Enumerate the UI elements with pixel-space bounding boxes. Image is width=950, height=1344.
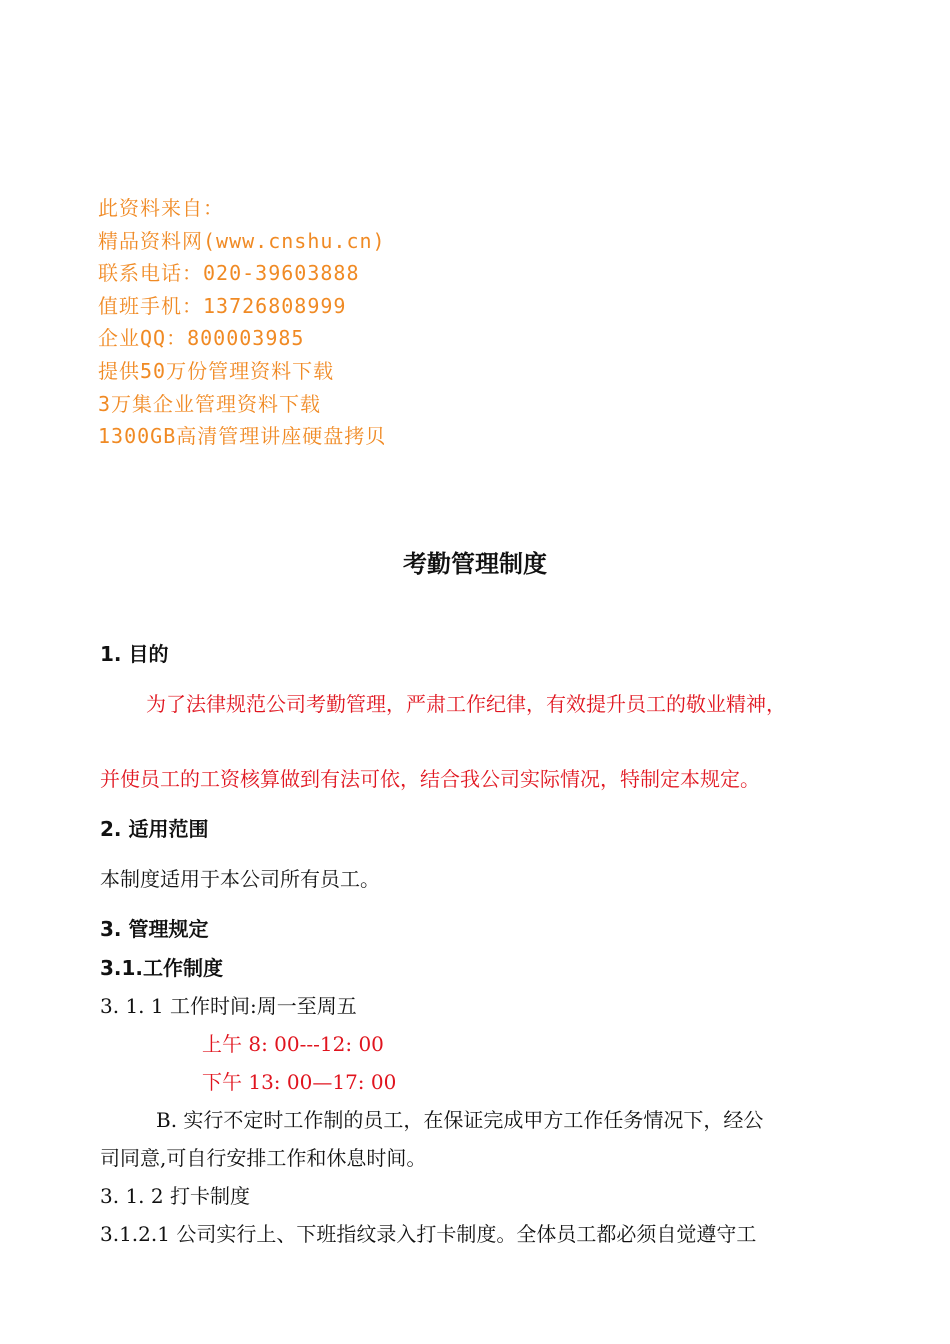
flexible-work-line-1: B. 实行不定时工作制的员工，在保证完成甲方工作任务情况下，经公 bbox=[156, 1108, 764, 1132]
section-2-heading: 2. 适用范围 bbox=[100, 817, 209, 841]
section-1-heading: 1. 目的 bbox=[100, 642, 169, 666]
website-line: 精品资料网(www.cnshu.cn) bbox=[98, 228, 386, 253]
morning-hours: 上午 8: 00---12: 00 bbox=[202, 1032, 384, 1056]
qq-line: 企业QQ：800003985 bbox=[98, 326, 305, 351]
document-title: 考勤管理制度 bbox=[403, 550, 547, 578]
clock-in-heading: 3. 1. 2 打卡制度 bbox=[100, 1184, 250, 1208]
phone-line: 联系电话：020-39603888 bbox=[98, 261, 360, 286]
purpose-paragraph-line-2: 并使员工的工资核算做到有法可依，结合我公司实际情况，特制定本规定。 bbox=[100, 767, 760, 791]
purpose-paragraph-line-1: 为了法律规范公司考勤管理，严肃工作纪律，有效提升员工的敬业精神， bbox=[146, 692, 786, 716]
offer-line-2: 3万集企业管理资料下载 bbox=[98, 391, 322, 416]
work-hours-line: 3. 1. 1 工作时间:周一至周五 bbox=[100, 994, 357, 1018]
afternoon-hours: 下午 13: 00—17: 00 bbox=[202, 1070, 397, 1094]
offer-line-1: 提供50万份管理资料下载 bbox=[98, 358, 335, 383]
clock-in-rule-line: 3.1.2.1 公司实行上、下班指纹录入打卡制度。全体员工都必须自觉遵守工 bbox=[100, 1222, 757, 1246]
flexible-work-line-2: 司同意,可自行安排工作和休息时间。 bbox=[100, 1146, 427, 1170]
scope-text: 本制度适用于本公司所有员工。 bbox=[100, 867, 380, 891]
source-info-block bbox=[98, 192, 386, 453]
mobile-line: 值班手机：13726808999 bbox=[98, 293, 347, 318]
section-3-1-heading: 3.1.工作制度 bbox=[100, 956, 224, 980]
source-line: 此资料来自： bbox=[98, 196, 224, 220]
offer-line-3: 1300GB高清管理讲座硬盘拷贝 bbox=[98, 424, 387, 449]
section-3-heading: 3. 管理规定 bbox=[100, 917, 209, 941]
